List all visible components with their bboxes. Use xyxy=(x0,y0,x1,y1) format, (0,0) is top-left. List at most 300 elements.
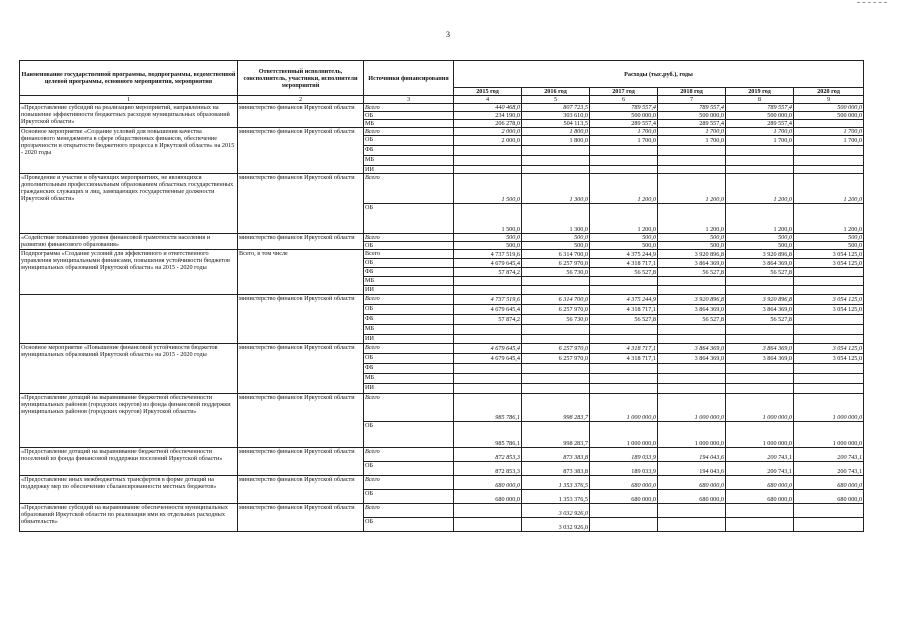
expense-value: 998 283,7 xyxy=(522,394,590,422)
expense-value xyxy=(726,166,794,174)
expense-value: 680 000,0 xyxy=(590,476,658,490)
table-row xyxy=(20,476,864,490)
expense-value: 6 257 970,0 xyxy=(522,344,590,354)
expense-value xyxy=(454,156,522,166)
expense-value xyxy=(658,146,726,156)
expense-value: 1 200,0 xyxy=(726,204,794,234)
expense-value: 1 300,0 xyxy=(522,174,590,204)
expense-value xyxy=(658,364,726,374)
funding-source: Всего xyxy=(364,104,454,112)
funding-source: ИИ xyxy=(364,335,454,344)
expense-value: 500,0 xyxy=(522,234,590,242)
measure-name: «Содействие повышению уровня финансовой грамотности населения и развитию финансового образования» xyxy=(20,234,238,250)
funding-source: ОБ xyxy=(364,354,454,364)
expense-value: 500 000,0 xyxy=(794,104,864,112)
expense-value: 1 200,0 xyxy=(726,174,794,204)
expense-value: 56 730,0 xyxy=(522,315,590,325)
expense-value: 1 353 376,5 xyxy=(522,476,590,490)
column-index: 3 xyxy=(364,96,454,104)
funding-source: ФБ xyxy=(364,146,454,156)
header-year: 2020 год xyxy=(794,88,864,96)
column-index: 4 xyxy=(454,96,522,104)
expense-value xyxy=(522,156,590,166)
expense-value: 789 557,4 xyxy=(658,104,726,112)
expense-value: 680 000,0 xyxy=(454,490,522,504)
expense-value: 4 679 645,4 xyxy=(454,259,522,268)
funding-source: ФБ xyxy=(364,364,454,374)
funding-source: МБ xyxy=(364,277,454,286)
expense-value: 56 527,8 xyxy=(590,315,658,325)
measure-name: Подпрограмма «Создание условий для эффективного и ответственного управления муниципальными финансами, повышения устойчивости бюджетов муниципальных образований Иркутской области» на 2015 - 2020 годы xyxy=(20,250,238,295)
expense-value: 872 853,3 xyxy=(454,462,522,476)
expense-value: 680 000,0 xyxy=(658,490,726,504)
measure-name: «Проведение и участие в обучающих мероприятиях, не являющихся дополнительным профессиональным образованием областных государственных гражданских служащих и лиц, замещающих государственные должности Иркутской области» xyxy=(20,174,238,234)
funding-source: ОБ xyxy=(364,305,454,315)
column-index: 1 xyxy=(20,96,238,104)
expense-value xyxy=(658,286,726,295)
expense-value: 500 000,0 xyxy=(658,112,726,120)
measure-name: Основное мероприятие «Создание условий для повышения качества финансового менеджмента в сфере общественных финансов, обеспечение прозрачности и открытости бюджетного процесса в Иркутской области» на 2015 - 2020 годы xyxy=(20,128,238,174)
column-index: 5 xyxy=(522,96,590,104)
measure-name: Основное мероприятие «Повышение финансовой устойчивости бюджетов муниципальных образований Иркутской области» на 2015 - 2020 годы xyxy=(20,344,238,394)
expense-value: 3 864 369,0 xyxy=(726,305,794,315)
expense-value xyxy=(726,146,794,156)
expense-value: 4 737 519,6 xyxy=(454,295,522,305)
funding-source: Всего xyxy=(364,128,454,136)
responsible-executor: министерство финансов Иркутской области xyxy=(238,234,364,250)
expense-value: 680 000,0 xyxy=(726,490,794,504)
column-index: 6 xyxy=(590,96,658,104)
expense-value xyxy=(726,277,794,286)
expense-value xyxy=(454,364,522,374)
expense-value xyxy=(522,286,590,295)
expense-value: 3 864 369,0 xyxy=(726,259,794,268)
expense-value: 500,0 xyxy=(590,234,658,242)
expense-value: 4 318 717,1 xyxy=(590,354,658,364)
expense-value: 500 000,0 xyxy=(726,112,794,120)
measure-name: «Предоставление субсидий на реализацию мероприятий, направленных на повышение эффективности бюджетных расходов муниципальных образований Иркутской области» xyxy=(20,104,238,128)
expense-value: 985 786,1 xyxy=(454,422,522,448)
expense-value: 3 864 369,0 xyxy=(658,344,726,354)
header-expenses: Расходы (тыс.руб.), годы xyxy=(454,61,864,88)
expense-value: 1 500,0 xyxy=(454,174,522,204)
table-row xyxy=(20,234,864,242)
header-year: 2015 год xyxy=(454,88,522,96)
expense-value: 1 200,0 xyxy=(658,204,726,234)
expense-value xyxy=(590,335,658,344)
expense-value: 3 920 896,8 xyxy=(658,295,726,305)
expense-value: 206 278,0 xyxy=(454,120,522,128)
funding-source: ИИ xyxy=(364,384,454,394)
funding-source: ОБ xyxy=(364,259,454,268)
expense-value: 500,0 xyxy=(454,234,522,242)
measure-name: «Предоставление субсидий на выравнивание обеспеченности муниципальных образований Иркутской области по реализации ими их отдельных расходных обязательств» xyxy=(20,504,238,532)
expense-value xyxy=(794,384,864,394)
expense-value: 2 000,0 xyxy=(454,128,522,136)
expense-value: 789 557,4 xyxy=(726,104,794,112)
expense-value xyxy=(454,325,522,335)
column-index: 2 xyxy=(238,96,364,104)
expense-value: 1 500,0 xyxy=(454,204,522,234)
expense-value: 289 557,4 xyxy=(658,120,726,128)
expense-value: 4 318 717,1 xyxy=(590,344,658,354)
expense-value xyxy=(590,325,658,335)
top-edge-mark xyxy=(857,2,887,3)
responsible-executor: министерство финансов Иркутской области xyxy=(238,128,364,174)
expense-value xyxy=(658,325,726,335)
expense-value xyxy=(794,374,864,384)
funding-source: Всего xyxy=(364,344,454,354)
funding-source: ОБ xyxy=(364,462,454,476)
expense-value: 56 527,8 xyxy=(726,315,794,325)
expense-value: 680 000,0 xyxy=(658,476,726,490)
expense-value xyxy=(522,325,590,335)
expense-value: 194 043,6 xyxy=(658,462,726,476)
expense-value: 3 920 896,8 xyxy=(658,250,726,259)
funding-source: ОБ xyxy=(364,136,454,146)
expense-value: 500,0 xyxy=(658,234,726,242)
expense-value: 56 730,0 xyxy=(522,268,590,277)
responsible-executor: министерство финансов Иркутской области xyxy=(238,448,364,476)
funding-source: ОБ xyxy=(364,204,454,234)
expense-value: 3 864 369,0 xyxy=(658,354,726,364)
header-executor: Ответственный исполнитель, соисполнитель, участники, исполнители мероприятий xyxy=(238,61,364,96)
expense-value: 56 527,8 xyxy=(590,268,658,277)
expense-value: 1 700,0 xyxy=(658,128,726,136)
responsible-executor: министерство финансов Иркутской области xyxy=(238,295,364,344)
expense-value: 1 700,0 xyxy=(658,136,726,146)
expense-value: 56 527,8 xyxy=(658,315,726,325)
expense-value: 2 000,0 xyxy=(454,136,522,146)
funding-source: ОБ xyxy=(364,518,454,532)
expense-value xyxy=(726,325,794,335)
header-year: 2018 год xyxy=(658,88,726,96)
expense-value: 500,0 xyxy=(794,234,864,242)
expense-value: 3 054 125,0 xyxy=(794,295,864,305)
funding-source: ИИ xyxy=(364,286,454,295)
measure-name: «Предоставление иных межбюджетных трансфертов в форме дотаций на поддержку мер по обеспечению сбалансированности местных бюджетов» xyxy=(20,476,238,504)
expense-value xyxy=(794,518,864,532)
expense-value: 680 000,0 xyxy=(590,490,658,504)
expense-value xyxy=(726,364,794,374)
funding-source: Всего xyxy=(364,250,454,259)
table-row xyxy=(20,295,864,305)
expense-value: 3 054 125,0 xyxy=(794,344,864,354)
expense-value xyxy=(794,315,864,325)
expense-value: 194 043,6 xyxy=(658,448,726,462)
expense-value: 807 723,5 xyxy=(522,104,590,112)
expense-value: 873 383,8 xyxy=(522,462,590,476)
expense-value: 680 000,0 xyxy=(794,476,864,490)
expense-value xyxy=(522,277,590,286)
expense-value: 680 000,0 xyxy=(454,476,522,490)
expense-value: 3 864 369,0 xyxy=(726,354,794,364)
expense-value xyxy=(590,286,658,295)
expense-value: 1 700,0 xyxy=(726,136,794,146)
expense-value xyxy=(794,166,864,174)
expense-value xyxy=(522,146,590,156)
expense-value: 500 000,0 xyxy=(590,112,658,120)
expense-value xyxy=(454,277,522,286)
expense-value: 4 679 645,4 xyxy=(454,344,522,354)
expense-value xyxy=(726,504,794,518)
header-year: 2019 год xyxy=(726,88,794,96)
funding-source: ОБ xyxy=(364,422,454,448)
expense-value: 6 257 970,0 xyxy=(522,259,590,268)
expense-value: 680 000,0 xyxy=(794,490,864,504)
expense-value: 3 920 896,8 xyxy=(726,250,794,259)
expense-value: 6 314 700,0 xyxy=(522,295,590,305)
expense-value: 3 864 369,0 xyxy=(726,344,794,354)
responsible-executor: министерство финансов Иркутской области xyxy=(238,104,364,128)
expense-value xyxy=(454,146,522,156)
expense-value: 3 032 926,0 xyxy=(522,518,590,532)
expense-value: 1 000 000,0 xyxy=(726,422,794,448)
expense-value: 1 200,0 xyxy=(794,204,864,234)
expense-value: 6 314 700,0 xyxy=(522,250,590,259)
funding-source: Всего xyxy=(364,394,454,422)
expense-value: 1 000 000,0 xyxy=(794,394,864,422)
expense-value xyxy=(794,504,864,518)
expense-value: 4 375 244,9 xyxy=(590,295,658,305)
expense-value xyxy=(794,364,864,374)
table-row xyxy=(20,128,864,136)
expense-value xyxy=(454,286,522,295)
expense-value: 289 557,4 xyxy=(590,120,658,128)
expense-value xyxy=(454,374,522,384)
funding-source: Всего xyxy=(364,234,454,242)
expense-value: 500,0 xyxy=(794,242,864,250)
expense-value xyxy=(522,364,590,374)
expense-value xyxy=(794,325,864,335)
funding-source: МБ xyxy=(364,120,454,128)
expense-value: 504 113,5 xyxy=(522,120,590,128)
expense-value: 1 000 000,0 xyxy=(658,422,726,448)
expense-value: 1 200,0 xyxy=(590,204,658,234)
expense-value: 4 318 717,1 xyxy=(590,259,658,268)
expense-value xyxy=(658,335,726,344)
expense-value: 1 200,0 xyxy=(794,174,864,204)
column-index: 7 xyxy=(658,96,726,104)
table-row xyxy=(20,174,864,204)
expense-value xyxy=(658,384,726,394)
measure-name xyxy=(20,295,238,344)
funding-source: ФБ xyxy=(364,268,454,277)
expense-value xyxy=(590,374,658,384)
expense-value xyxy=(522,335,590,344)
expense-value: 189 033,9 xyxy=(590,462,658,476)
expense-value xyxy=(794,120,864,128)
expense-value: 1 300,0 xyxy=(522,204,590,234)
expense-value xyxy=(590,384,658,394)
table-row xyxy=(20,504,864,518)
expense-value xyxy=(590,146,658,156)
table-row xyxy=(20,344,864,354)
expense-value: 1 000 000,0 xyxy=(590,394,658,422)
expense-value: 189 033,9 xyxy=(590,448,658,462)
responsible-executor: Всего, в том числе xyxy=(238,250,364,295)
header-source: Источники финансирования xyxy=(364,61,454,96)
expense-value xyxy=(726,335,794,344)
measure-name: «Предоставление дотаций на выравнивание бюджетной обеспеченности муниципальных районов (городских округов) из фонда финансовой поддержки муниципальных районов (городских округов) Иркутской области» xyxy=(20,394,238,448)
expense-value xyxy=(726,384,794,394)
expense-value xyxy=(590,364,658,374)
expense-value: 56 527,8 xyxy=(726,268,794,277)
expense-value: 6 257 970,0 xyxy=(522,354,590,364)
header-year: 2016 год xyxy=(522,88,590,96)
expense-value: 440 468,0 xyxy=(454,104,522,112)
expense-value xyxy=(794,146,864,156)
expense-value: 3 054 125,0 xyxy=(794,354,864,364)
expense-value: 789 557,4 xyxy=(590,104,658,112)
expense-value: 234 190,0 xyxy=(454,112,522,120)
expense-value xyxy=(590,277,658,286)
expense-value: 500,0 xyxy=(726,242,794,250)
expense-value: 3 054 125,0 xyxy=(794,259,864,268)
expense-value: 3 054 125,0 xyxy=(794,250,864,259)
expense-value: 4 318 717,1 xyxy=(590,305,658,315)
funding-source: ОБ xyxy=(364,112,454,120)
responsible-executor: министерство финансов Иркутской области xyxy=(238,504,364,532)
expense-value: 3 920 896,8 xyxy=(726,295,794,305)
measure-name: «Предоставление дотаций на выравнивание бюджетной обеспеченности поселений из фонда финансовой поддержки поселений Иркутской области» xyxy=(20,448,238,476)
funding-source: МБ xyxy=(364,325,454,335)
expense-value: 3 864 369,0 xyxy=(658,305,726,315)
expense-value xyxy=(522,384,590,394)
expense-value xyxy=(794,277,864,286)
expense-value xyxy=(658,374,726,384)
expense-value xyxy=(454,384,522,394)
expense-value: 4 375 244,9 xyxy=(590,250,658,259)
expense-value: 500,0 xyxy=(726,234,794,242)
table-row xyxy=(20,394,864,422)
expense-value xyxy=(726,518,794,532)
expense-value xyxy=(794,156,864,166)
expense-value: 303 610,0 xyxy=(522,112,590,120)
expense-value: 4 737 519,6 xyxy=(454,250,522,259)
expense-value: 872 853,3 xyxy=(454,448,522,462)
expense-value: 4 679 645,4 xyxy=(454,305,522,315)
expense-value: 1 700,0 xyxy=(794,136,864,146)
expense-value: 57 874,2 xyxy=(454,268,522,277)
expense-value: 200 743,1 xyxy=(726,462,794,476)
expense-value: 985 786,1 xyxy=(454,394,522,422)
expense-value: 1 200,0 xyxy=(590,174,658,204)
expense-value: 289 557,4 xyxy=(726,120,794,128)
responsible-executor: министерство финансов Иркутской области xyxy=(238,344,364,394)
funding-source: ФБ xyxy=(364,315,454,325)
expense-value: 1 700,0 xyxy=(590,136,658,146)
expense-value: 1 000 000,0 xyxy=(794,422,864,448)
expense-value xyxy=(590,504,658,518)
funding-source: Всего xyxy=(364,174,454,204)
expense-value xyxy=(794,335,864,344)
expense-value xyxy=(726,286,794,295)
expense-value xyxy=(522,374,590,384)
funding-source: Всего xyxy=(364,448,454,462)
expense-value xyxy=(658,166,726,174)
expense-value: 1 800,0 xyxy=(522,128,590,136)
expense-value: 1 000 000,0 xyxy=(658,394,726,422)
expense-value xyxy=(658,156,726,166)
expense-value: 680 000,0 xyxy=(726,476,794,490)
expense-value: 1 700,0 xyxy=(726,128,794,136)
expense-value xyxy=(454,518,522,532)
expense-value xyxy=(454,166,522,174)
expense-value: 1 800,0 xyxy=(522,136,590,146)
expense-value xyxy=(658,277,726,286)
responsible-executor: министерство финансов Иркутской области xyxy=(238,394,364,448)
expense-value: 998 283,7 xyxy=(522,422,590,448)
page-number: 3 xyxy=(446,30,450,39)
expense-value xyxy=(454,335,522,344)
budget-table xyxy=(19,60,864,532)
expense-value: 873 383,8 xyxy=(522,448,590,462)
table-row xyxy=(20,448,864,462)
expense-value: 56 527,8 xyxy=(658,268,726,277)
expense-value xyxy=(454,504,522,518)
expense-value xyxy=(658,504,726,518)
expense-value: 1 000 000,0 xyxy=(590,422,658,448)
funding-source: Всего xyxy=(364,504,454,518)
expense-value: 200 743,1 xyxy=(726,448,794,462)
expense-value xyxy=(590,156,658,166)
expense-value: 200 743,1 xyxy=(794,448,864,462)
expense-value xyxy=(522,166,590,174)
funding-source: МБ xyxy=(364,156,454,166)
expense-value xyxy=(590,166,658,174)
expense-value: 4 679 645,4 xyxy=(454,354,522,364)
expense-value: 1 000 000,0 xyxy=(726,394,794,422)
column-index: 8 xyxy=(726,96,794,104)
expense-value xyxy=(590,518,658,532)
responsible-executor: министерство финансов Иркутской области xyxy=(238,476,364,504)
expense-value: 500 000,0 xyxy=(794,112,864,120)
funding-source: ОБ xyxy=(364,242,454,250)
expense-value: 200 743,1 xyxy=(794,462,864,476)
expense-value: 500,0 xyxy=(590,242,658,250)
expense-value: 1 700,0 xyxy=(794,128,864,136)
funding-source: Всего xyxy=(364,295,454,305)
header-name: Наименование государственной программы, подпрограммы, ведомственной целевой программы, основного мероприятия, мероприятия xyxy=(20,61,238,96)
table-row xyxy=(20,104,864,112)
expense-value: 6 257 970,0 xyxy=(522,305,590,315)
expense-value: 57 874,2 xyxy=(454,315,522,325)
column-index: 9 xyxy=(794,96,864,104)
expense-value: 1 200,0 xyxy=(658,174,726,204)
expense-value: 3 054 125,0 xyxy=(794,305,864,315)
expense-value xyxy=(794,286,864,295)
expense-value: 500,0 xyxy=(454,242,522,250)
expense-value: 500,0 xyxy=(658,242,726,250)
table-row xyxy=(20,250,864,259)
expense-value: 1 700,0 xyxy=(590,128,658,136)
funding-source: МБ xyxy=(364,374,454,384)
expense-value: 500,0 xyxy=(522,242,590,250)
expense-value: 3 864 369,0 xyxy=(658,259,726,268)
expense-value xyxy=(726,156,794,166)
expense-value: 1 353 376,5 xyxy=(522,490,590,504)
expense-value xyxy=(658,518,726,532)
expense-value xyxy=(726,374,794,384)
funding-source: Всего xyxy=(364,476,454,490)
header-year: 2017 год xyxy=(590,88,658,96)
expense-value xyxy=(794,268,864,277)
funding-source: ОБ xyxy=(364,490,454,504)
responsible-executor: министерство финансов Иркутской области xyxy=(238,174,364,234)
expense-value: 3 032 926,0 xyxy=(522,504,590,518)
funding-source: ИИ xyxy=(364,166,454,174)
